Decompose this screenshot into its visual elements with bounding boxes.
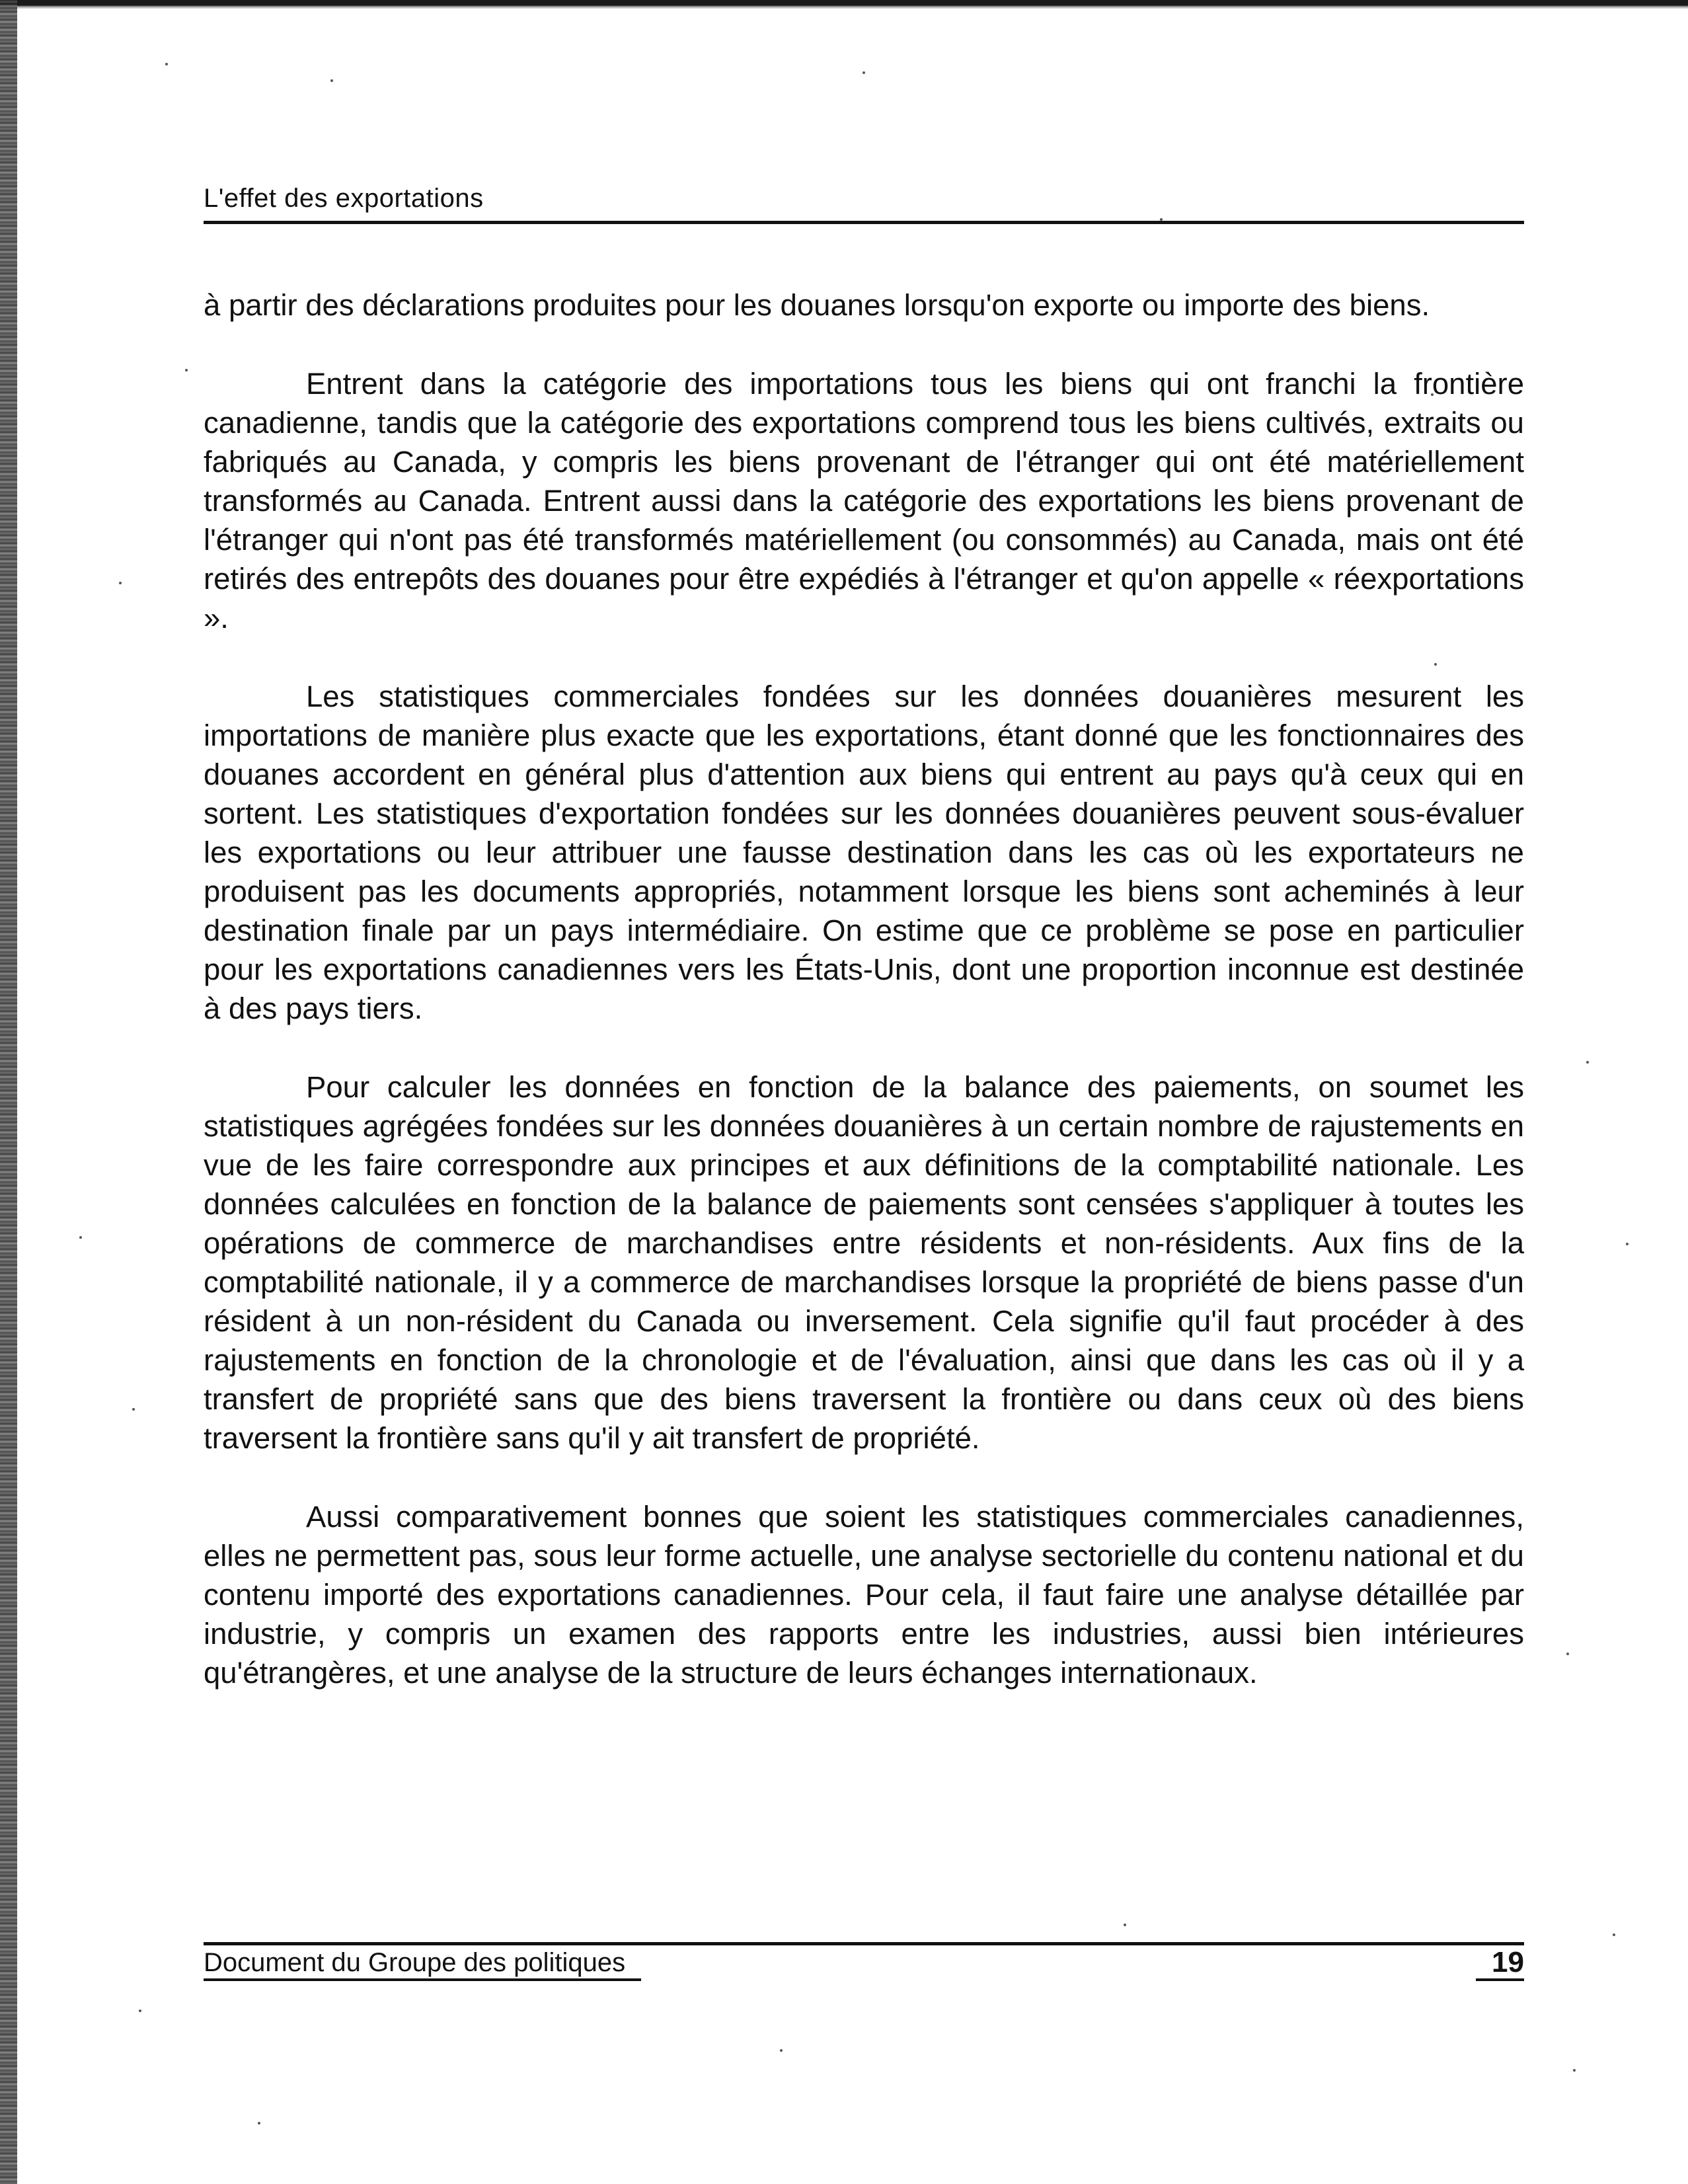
- scan-left-edge: [0, 0, 17, 2184]
- header-rule: [204, 221, 1524, 224]
- scan-speck: [79, 1236, 82, 1239]
- scan-top-edge: [0, 0, 1688, 9]
- scan-speck: [139, 2009, 141, 2012]
- footer-source: Document du Groupe des politiques: [204, 1947, 641, 1981]
- scan-speck: [1626, 1243, 1629, 1245]
- scan-speck: [330, 79, 333, 82]
- footer-row: [204, 1947, 1524, 1981]
- page-footer: [204, 1942, 1524, 1981]
- running-header-title: L'effet des exportations: [204, 184, 484, 213]
- paragraph: Aussi comparativement bonnes que soient les statistiques commerciales canadiennes, elles ne permettent pas, sous leur forme actuelle, une analyse sectorielle du contenu national et du contenu importé des exportations canadiennes. Pour cela, il faut faire une analyse détaillée par industrie, y compris un examen des rapports entre les industries, aussi bien intérieures qu'étrangères, et une analyse de la structure de leurs échanges internationaux.: [204, 1500, 1524, 1690]
- scan-speck: [1586, 1061, 1589, 1064]
- scan-speck: [780, 2049, 783, 2052]
- scan-speck: [1613, 1933, 1615, 1936]
- scan-speck: [1573, 2069, 1576, 2072]
- scan-speck: [119, 582, 122, 584]
- paragraph: Les statistiques commerciales fondées sur les données douanières mesurent les importations de manière plus exacte que les exportations, étant donné que les fonctionnaires des douanes accordent en général plus d'attention aux biens qui entrent au pays qu'à ceux qui en sortent. Les statistiques d'exportation fondées sur les données douanières peuvent sous-évaluer les exportations ou leur attribuer une fausse destination dans les cas où les exportateurs ne produisent pas les documents appropriés, notamment lorsque les biens sont acheminés à leur destination finale par un pays intermédiaire. On estime que ce problème se pose en particulier pour les exportations canadiennes vers les États-Unis, dont une proportion inconnue est destinée à des pays tiers.: [204, 680, 1524, 1025]
- footer-rule: [204, 1942, 1524, 1945]
- scan-speck: [258, 2122, 260, 2125]
- paragraph: Pour calculer les données en fonction de la balance des paiements, on soumet les statistiques agrégées fondées sur les données douanières à un certain nombre de rajustements en vue de les faire correspondre aux principes et aux définitions de la comptabilité nationale. Les données calculées en fonction de la balance de paiements sont censées s'appliquer à toutes les opérations de commerce de marchandises entre résidents et non-résidents. Aux fins de la comptabilité nationale, il y a commerce de marchandises lorsque la propriété de biens passe d'un résident à un non-résident du Canada ou inversement. Cela signifie qu'il faut procéder à des rajustements en fonction de la chronologie et de l'évaluation, ainsi que dans les cas où il y a transfert de propriété sans que des biens traversent la frontière ou dans ceux où des biens traversent la frontière sans qu'il y ait transfert de propriété.: [204, 1070, 1524, 1455]
- scan-speck: [185, 369, 188, 371]
- scan-speck: [1124, 1924, 1126, 1926]
- page-number: 19: [1476, 1947, 1524, 1981]
- scan-speck: [863, 71, 865, 74]
- body-text: [204, 286, 1524, 1732]
- scan-speck: [132, 1408, 135, 1411]
- paragraph: Entrent dans la catégorie des importations tous les biens qui ont franchi la frontière canadienne, tandis que la catégorie des exportations comprend tous les biens cultivés, extraits ou fabriqués au Canada, y compris les biens provenant de l'étranger qui ont été matériellement transformés au Canada. Entrent aussi dans la catégorie des exportations les biens provenant de l'étranger qui n'ont pas été transformés matériellement (ou consommés) au Canada, mais ont été retirés des entrepôts des douanes pour être expédiés à l'étranger et qu'on appelle « réexportations ».: [204, 367, 1524, 635]
- scan-speck: [1566, 1653, 1569, 1655]
- scan-speck: [165, 63, 168, 65]
- paragraph: à partir des déclarations produites pour les douanes lorsqu'on exporte ou importe des biens.: [204, 288, 1430, 322]
- page-header: [204, 180, 1524, 224]
